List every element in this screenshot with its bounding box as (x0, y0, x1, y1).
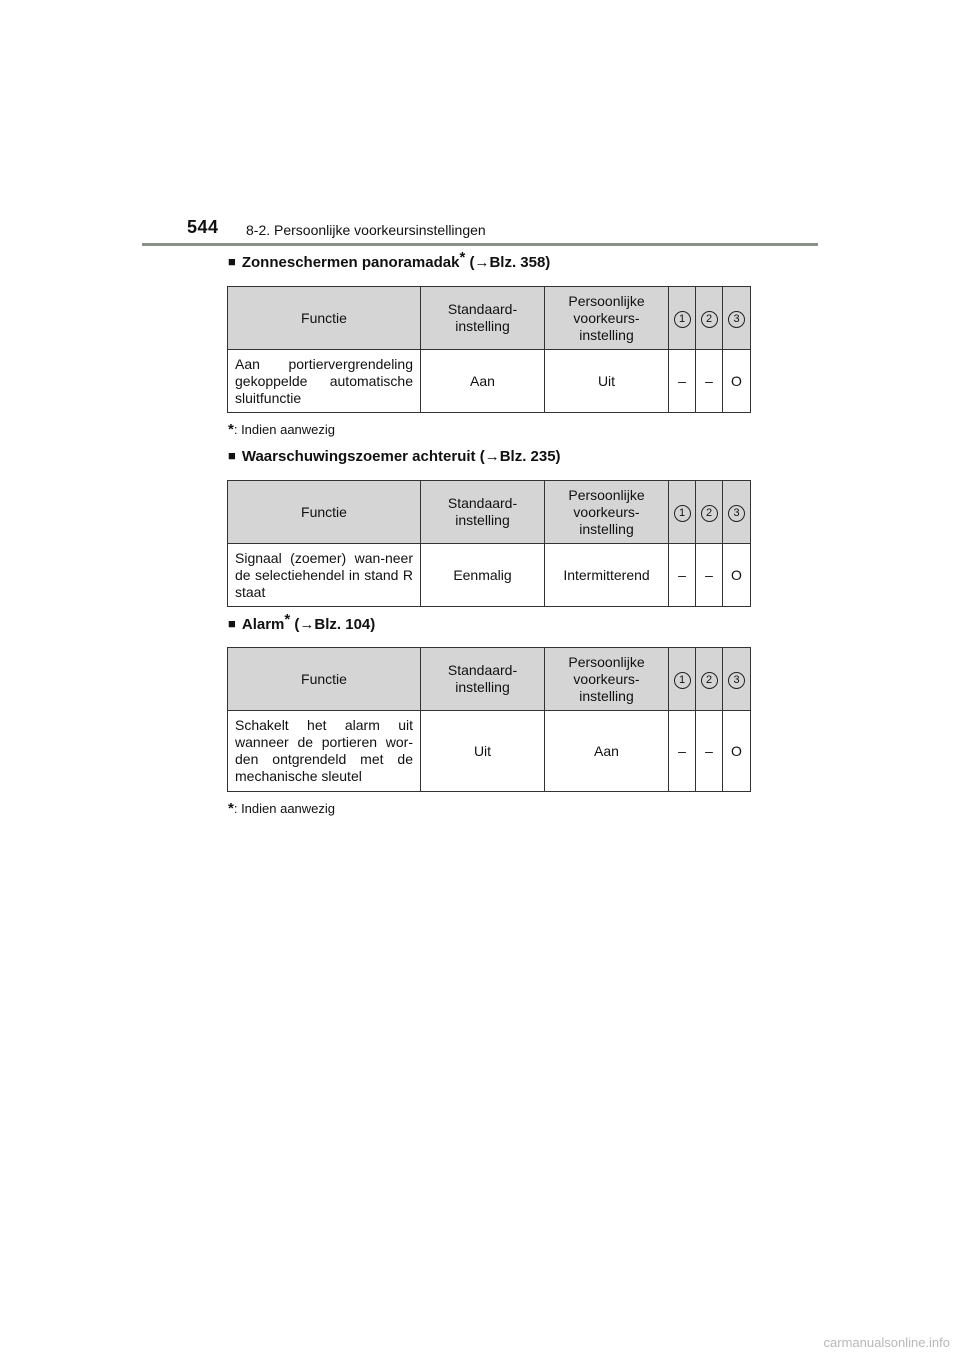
settings-table-alarm (227, 647, 751, 792)
section-title: Waarschuwingszoemer achteruit (241, 448, 476, 465)
footnote-text: : Indien aanwezig (233, 801, 336, 816)
circled-number-2-icon: 2 (701, 672, 718, 689)
table-header-row (228, 481, 751, 544)
cell-default: Eenmalig (421, 544, 545, 607)
header-personal: Persoonlijke voorkeurs- instelling (545, 287, 669, 350)
cell-personal: Aan (545, 711, 669, 792)
cell-method-3: O (723, 350, 751, 413)
cell-method-1: – (669, 544, 696, 607)
settings-table-sunshades (227, 286, 751, 413)
cell-method-3: O (723, 544, 751, 607)
cell-function: Aan portiervergrendeling gekoppelde automatische sluitfunctie (228, 350, 421, 413)
cell-method-1: – (669, 350, 696, 413)
cell-default: Aan (421, 350, 545, 413)
page-reference: (→Blz. 358) (469, 254, 551, 271)
header-method-2 (696, 481, 723, 544)
settings-table-reverse-buzzer (227, 480, 751, 607)
asterisk-marker: * (284, 611, 291, 628)
cell-function: Schakelt het alarm uit wanneer de portieren wor-den ontgrendeld met de mechanische sleutel (228, 711, 421, 792)
page-reference: (→Blz. 104) (294, 616, 376, 633)
watermark: carmanualsonline.info (823, 1335, 950, 1350)
header-default: Standaard- instelling (421, 481, 545, 544)
cell-method-2: – (696, 711, 723, 792)
cell-default: Uit (421, 711, 545, 792)
header-function: Functie (228, 481, 421, 544)
header-personal: Persoonlijke voorkeurs- instelling (545, 648, 669, 711)
table-header-row (228, 287, 751, 350)
square-bullet-icon: ■ (228, 616, 236, 631)
footnote-optional (228, 800, 335, 817)
section-title: Zonneschermen panoramadak (241, 254, 460, 271)
cell-personal: Uit (545, 350, 669, 413)
footnote-text: : Indien aanwezig (233, 422, 336, 437)
circled-number-2-icon: 2 (701, 311, 718, 328)
header-method-2 (696, 648, 723, 711)
header-function: Functie (228, 648, 421, 711)
chapter-title: 8-2. Persoonlijke voorkeursinstellingen (246, 222, 486, 238)
footnote-asterisk: * (228, 800, 234, 817)
circled-number-1-icon: 1 (674, 505, 691, 522)
header-method-2 (696, 287, 723, 350)
asterisk-marker: * (459, 249, 466, 266)
circled-number-3-icon: 3 (728, 311, 745, 328)
cell-method-1: – (669, 711, 696, 792)
table-header-row (228, 648, 751, 711)
header-divider (142, 243, 818, 246)
circled-number-2-icon: 2 (701, 505, 718, 522)
section-heading-alarm (228, 611, 376, 633)
square-bullet-icon: ■ (228, 254, 236, 269)
header-method-3 (723, 648, 751, 711)
footnote-optional (228, 421, 335, 438)
page-number: 544 (187, 217, 219, 237)
circled-number-3-icon: 3 (728, 505, 745, 522)
header-method-1 (669, 648, 696, 711)
header-method-3 (723, 481, 751, 544)
cell-function: Signaal (zoemer) wan-neer de selectiehendel in stand R staat (228, 544, 421, 607)
page-reference: (→Blz. 235) (479, 448, 561, 465)
circled-number-1-icon: 1 (674, 311, 691, 328)
cell-method-2: – (696, 350, 723, 413)
square-bullet-icon: ■ (228, 448, 236, 463)
footnote-asterisk: * (228, 421, 234, 438)
cell-method-3: O (723, 711, 751, 792)
circled-number-1-icon: 1 (674, 672, 691, 689)
header-default: Standaard- instelling (421, 648, 545, 711)
header-default: Standaard- instelling (421, 287, 545, 350)
table-row (228, 711, 751, 792)
table-row (228, 544, 751, 607)
section-heading-reverse-buzzer (228, 448, 561, 465)
header-function: Functie (228, 287, 421, 350)
header-personal: Persoonlijke voorkeurs- instelling (545, 481, 669, 544)
header-method-3 (723, 287, 751, 350)
header-method-1 (669, 287, 696, 350)
section-heading-sunshades (228, 249, 551, 271)
cell-method-2: – (696, 544, 723, 607)
circled-number-3-icon: 3 (728, 672, 745, 689)
cell-personal: Intermitterend (545, 544, 669, 607)
header-method-1 (669, 481, 696, 544)
table-row (228, 350, 751, 413)
section-title: Alarm (241, 616, 285, 633)
